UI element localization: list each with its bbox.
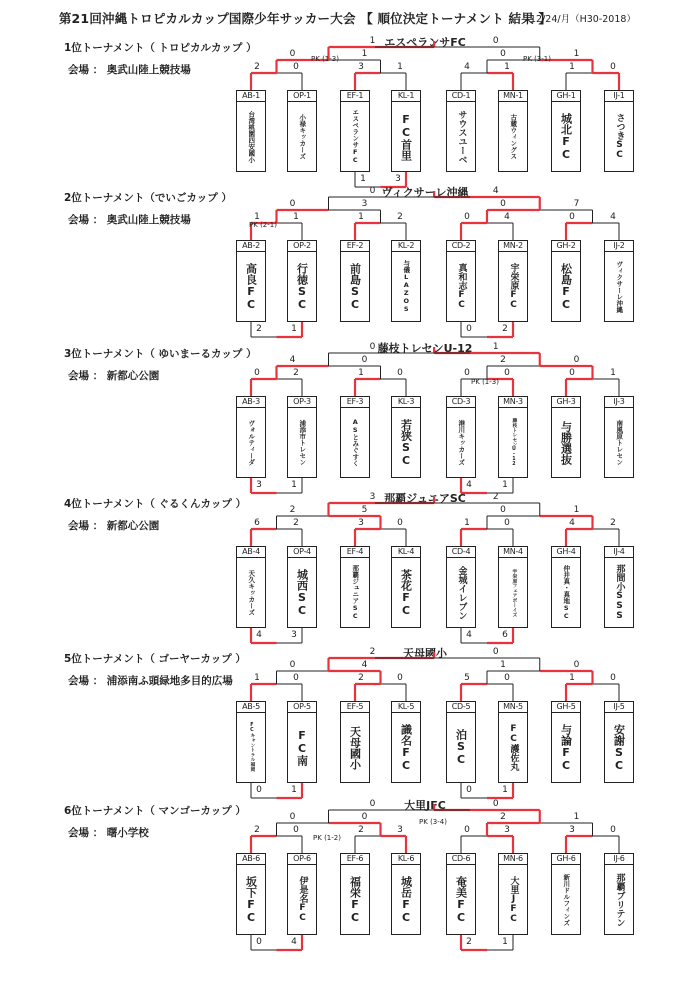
score-label: 1: [502, 480, 508, 490]
score-label: 3: [291, 630, 297, 640]
score-label: 2: [293, 518, 299, 528]
team-name: エスペランサFC: [351, 109, 360, 164]
score-label: 6: [502, 630, 508, 640]
score-label: 4: [466, 630, 472, 640]
score-label: 2: [254, 825, 260, 835]
score-label: 0: [492, 36, 499, 46]
score-label: 3: [504, 825, 510, 835]
team-code: EF-2: [341, 241, 369, 252]
team-code: CD-6: [447, 854, 475, 865]
document-title: 第21回沖縄トロピカルカップ国際少年サッカー大会 【 順位決定トーナメント 結果 】: [58, 11, 552, 26]
score-label: 3: [569, 825, 575, 835]
team-name: ヴォルティーダ: [247, 419, 256, 466]
team-code: MN-1: [499, 91, 527, 102]
team-code: MN-3: [499, 397, 527, 408]
score-label: 1: [369, 36, 376, 46]
score-label: 0: [504, 673, 510, 683]
score-label: 2: [500, 812, 506, 822]
team-code: KL-6: [392, 854, 420, 865]
team-box: [446, 701, 476, 783]
tournament-section: [0, 647, 700, 811]
score-label: 0: [569, 212, 575, 222]
team-box: [498, 701, 528, 783]
tournament-venue: 会場 ： 新都心公園: [68, 520, 160, 532]
penalty-note: PK (3-4): [419, 818, 447, 826]
score-label: 0: [369, 186, 376, 196]
team-code: CD-1: [447, 91, 475, 102]
penalty-note: PK (1-2): [313, 834, 341, 842]
team-box: [391, 853, 421, 935]
team-code: AB-5: [237, 702, 265, 713]
score-label: 1: [573, 505, 580, 515]
score-label: 4: [289, 355, 296, 365]
team-name: 若狭SC: [399, 418, 413, 467]
score-label: 1: [291, 785, 297, 795]
team-box: [498, 90, 528, 172]
score-label: 0: [397, 673, 403, 683]
team-code: IJ-2: [605, 241, 633, 252]
team-code: AB-6: [237, 854, 265, 865]
score-label: 0: [492, 647, 499, 657]
team-name: 藤枝トレセンU-12: [511, 418, 517, 467]
team-name: ヴィクサーレ沖縄: [615, 260, 624, 313]
score-label: 3: [397, 825, 403, 835]
team-box: [287, 701, 317, 783]
team-box: [340, 240, 370, 322]
team-box: [551, 546, 581, 628]
team-code: IJ-1: [605, 91, 633, 102]
score-label: 0: [289, 660, 296, 670]
score-label: 2: [293, 368, 299, 378]
score-label: 1: [569, 673, 575, 683]
score-label: 0: [504, 368, 510, 378]
score-label: 4: [291, 937, 297, 947]
team-code: MN-6: [499, 854, 527, 865]
team-name: ASとみぐすく: [351, 418, 360, 467]
score-label: 0: [500, 49, 506, 59]
penalty-note: PK (1-3): [311, 55, 339, 63]
team-box: [498, 546, 528, 628]
score-label: 7: [573, 199, 580, 209]
team-box: [391, 396, 421, 478]
tournament-venue: 会場 ： 奥武山陸上競技場: [68, 64, 191, 76]
score-label: 3: [361, 199, 368, 209]
team-code: GH-4: [552, 547, 580, 558]
score-label: 0: [293, 673, 299, 683]
score-label: 4: [466, 480, 472, 490]
team-box: [340, 701, 370, 783]
team-code: EF-4: [341, 547, 369, 558]
team-box: [604, 90, 634, 172]
team-box: [287, 853, 317, 935]
score-label: 2: [358, 673, 364, 683]
team-code: GH-6: [552, 854, 580, 865]
team-box: [287, 546, 317, 628]
team-code: EF-3: [341, 397, 369, 408]
score-label: 1: [293, 212, 299, 222]
team-box: [446, 240, 476, 322]
team-box: [446, 90, 476, 172]
team-code: GH-3: [552, 397, 580, 408]
team-box: [498, 396, 528, 478]
champion-label: 藤枝トレセンU-12: [377, 342, 473, 355]
team-box: [604, 546, 634, 628]
team-name: FC南: [295, 729, 309, 766]
team-box: [391, 240, 421, 322]
score-label: 2: [397, 212, 403, 222]
score-label: 1: [500, 660, 506, 670]
score-label: 0: [397, 368, 403, 378]
team-code: IJ-5: [605, 702, 633, 713]
team-name: 城北FC: [559, 112, 573, 161]
team-code: AB-1: [237, 91, 265, 102]
score-label: 0: [466, 324, 472, 334]
score-label: 0: [500, 199, 506, 209]
champion-label: 那覇ジュニアSC: [384, 492, 466, 505]
team-code: KL-2: [392, 241, 420, 252]
score-label: 4: [464, 62, 470, 72]
team-name: 金城イレブン: [456, 565, 467, 620]
team-code: CD-4: [447, 547, 475, 558]
team-name: 宇栄原フェアボーイズ: [511, 568, 517, 617]
team-box: [446, 396, 476, 478]
team-box: [551, 701, 581, 783]
team-name: 奄美FC: [454, 875, 468, 924]
team-box: [551, 90, 581, 172]
team-code: KL-4: [392, 547, 420, 558]
team-name: 宇栄原FC: [508, 263, 519, 310]
team-code: OP-4: [288, 547, 316, 558]
team-name: 識名FC: [399, 723, 413, 772]
team-name: 与論FC: [559, 723, 573, 772]
team-box: [236, 240, 266, 322]
team-name: 大里JFC: [508, 875, 519, 924]
score-label: 5: [464, 673, 470, 683]
team-box: [340, 90, 370, 172]
team-name: 高良FC: [244, 262, 258, 311]
score-label: 3: [358, 518, 364, 528]
team-code: KL-5: [392, 702, 420, 713]
tournament-name: 2位トーナメント（でいごカップ ）: [64, 192, 232, 204]
score-label: 0: [464, 212, 470, 222]
score-label: 4: [504, 212, 510, 222]
score-label: 0: [361, 812, 368, 822]
penalty-note: PK (1-3): [471, 378, 499, 386]
team-name: FCキャントラル福岡: [249, 723, 255, 772]
team-code: MN-4: [499, 547, 527, 558]
tournament-section: [0, 36, 700, 200]
team-box: [340, 396, 370, 478]
score-label: 0: [293, 825, 299, 835]
tournament-name: 3位トーナメント（ ゆいまーるカップ ）: [64, 348, 257, 360]
team-box: [551, 240, 581, 322]
score-label: 0: [289, 49, 296, 59]
team-code: CD-5: [447, 702, 475, 713]
team-box: [236, 701, 266, 783]
score-label: 5: [361, 505, 368, 515]
score-label: 0: [466, 785, 472, 795]
score-label: 0: [610, 673, 616, 683]
score-label: 3: [369, 492, 376, 502]
score-label: 2: [254, 62, 260, 72]
score-label: 0: [369, 342, 376, 352]
team-name: 福栄FC: [348, 875, 362, 924]
team-name: 浦添市トレセン: [298, 419, 307, 466]
team-name: さつきSC: [614, 113, 625, 160]
tournament-name: 6位トーナメント（ マンゴーカップ ）: [64, 805, 246, 817]
score-label: 0: [573, 660, 580, 670]
tournament-section: [0, 342, 700, 506]
team-code: EF-5: [341, 702, 369, 713]
score-label: 1: [504, 62, 510, 72]
team-name: 伊是名FC: [297, 876, 308, 923]
team-name: FC首里: [399, 112, 413, 161]
team-box: [604, 701, 634, 783]
team-name: 仲井真・真地SC: [562, 565, 571, 620]
team-box: [498, 853, 528, 935]
team-code: GH-1: [552, 91, 580, 102]
team-name: 前島SC: [348, 262, 362, 311]
team-name: 行徳SC: [295, 262, 309, 311]
team-box: [287, 90, 317, 172]
score-label: 1: [360, 174, 366, 184]
tournament-section: [0, 492, 700, 656]
score-label: 0: [254, 368, 260, 378]
team-code: EF-1: [341, 91, 369, 102]
tournament-section: [0, 799, 700, 963]
score-label: 0: [610, 825, 616, 835]
score-label: 1: [358, 212, 364, 222]
score-label: 3: [256, 480, 262, 490]
team-box: [287, 240, 317, 322]
team-name: 茶花FC: [399, 568, 413, 617]
team-code: OP-6: [288, 854, 316, 865]
score-label: 2: [256, 324, 262, 334]
score-label: 0: [361, 355, 368, 365]
score-label: 2: [466, 937, 472, 947]
champion-label: 天母國小: [403, 647, 447, 660]
team-box: [236, 546, 266, 628]
team-name: 那間小SSS: [614, 564, 625, 621]
score-label: 1: [361, 49, 368, 59]
score-label: 0: [464, 825, 470, 835]
team-name: 泊SC: [454, 729, 468, 766]
team-box: [604, 396, 634, 478]
team-code: AB-4: [237, 547, 265, 558]
team-code: GH-5: [552, 702, 580, 713]
tournament-venue: 会場 ： 浦添南ふ頭緑地多目的広場: [68, 675, 233, 687]
team-name: 小禄キッカーズ: [298, 113, 307, 160]
team-box: [391, 90, 421, 172]
team-box: [391, 546, 421, 628]
team-box: [236, 90, 266, 172]
score-label: 4: [569, 518, 575, 528]
score-label: 0: [256, 937, 262, 947]
tournament-venue: 会場 ： 新都心公園: [68, 370, 160, 382]
score-label: 2: [289, 505, 296, 515]
score-label: 0: [492, 799, 499, 809]
score-label: 2: [369, 647, 376, 657]
score-label: 2: [610, 518, 616, 528]
team-box: [236, 396, 266, 478]
score-label: 0: [256, 785, 262, 795]
score-label: 2: [358, 825, 364, 835]
score-label: 2: [500, 355, 506, 365]
tournament-name: 5位トーナメント（ ゴーヤーカップ ）: [64, 653, 246, 665]
tournament-name: 4位トーナメント（ ぐるくんカップ ）: [64, 498, 247, 510]
team-name: 天久キッカーズ: [247, 569, 256, 616]
score-label: 3: [395, 174, 401, 184]
tournament-venue: 会場 ： 曙小学校: [68, 827, 149, 839]
team-name: FC護佐丸: [508, 724, 519, 771]
team-name: 松島FC: [559, 262, 573, 311]
score-label: 0: [500, 505, 506, 515]
team-code: IJ-3: [605, 397, 633, 408]
team-name: 安謝SC: [612, 723, 626, 772]
score-label: 1: [502, 785, 508, 795]
score-label: 1: [254, 212, 260, 222]
team-code: CD-2: [447, 241, 475, 252]
champion-label: ヴィクサーレ沖縄: [381, 186, 469, 199]
team-name: 台湾桃園四安國小: [247, 110, 256, 163]
team-code: AB-3: [237, 397, 265, 408]
team-name: 那覇ジュニアSC: [351, 565, 360, 620]
team-name: 那覇ブリテン: [614, 872, 625, 927]
team-name: 港川キッカーズ: [457, 419, 466, 466]
champion-label: エスペランサFC: [384, 36, 466, 49]
score-label: 1: [358, 368, 364, 378]
team-code: IJ-4: [605, 547, 633, 558]
team-box: [551, 396, 581, 478]
score-label: 4: [256, 630, 262, 640]
score-label: 0: [289, 812, 296, 822]
team-code: AB-2: [237, 241, 265, 252]
score-label: 1: [464, 518, 470, 528]
team-name: 与儀LAZOS: [402, 260, 411, 313]
score-label: 4: [361, 660, 368, 670]
score-label: 4: [610, 212, 616, 222]
score-label: 1: [502, 937, 508, 947]
score-label: 0: [569, 368, 575, 378]
team-code: MN-5: [499, 702, 527, 713]
team-code: KL-3: [392, 397, 420, 408]
team-box: [446, 853, 476, 935]
team-box: [287, 396, 317, 478]
team-code: OP-2: [288, 241, 316, 252]
team-code: CD-3: [447, 397, 475, 408]
team-name: サウスユーベ: [456, 109, 467, 164]
team-name: 城西SC: [295, 568, 309, 617]
score-label: 1: [573, 812, 580, 822]
team-name: 城岳FC: [399, 875, 413, 924]
tournament-venue: 会場 ： 奥武山陸上競技場: [68, 214, 191, 226]
team-code: OP-1: [288, 91, 316, 102]
score-label: 0: [397, 518, 403, 528]
tournament-section: [0, 186, 700, 350]
team-code: KL-1: [392, 91, 420, 102]
score-label: 2: [502, 324, 508, 334]
score-label: 1: [610, 368, 616, 378]
team-box: [236, 853, 266, 935]
score-label: 0: [369, 799, 376, 809]
score-label: 0: [610, 62, 616, 72]
score-label: 1: [492, 342, 499, 352]
score-label: 0: [293, 62, 299, 72]
penalty-note: PK (2-1): [249, 221, 277, 229]
team-name: 坂下FC: [244, 875, 258, 924]
team-code: OP-5: [288, 702, 316, 713]
team-box: [604, 240, 634, 322]
team-name: 新川ドルフィンズ: [562, 873, 571, 926]
team-box: [340, 546, 370, 628]
team-name: 南風原トレセン: [615, 419, 624, 466]
team-box: [551, 853, 581, 935]
team-name: 天母國小: [348, 725, 362, 770]
score-label: 0: [464, 368, 470, 378]
team-name: 古蔵ウィングス: [509, 113, 518, 160]
team-name: 真和志FC: [456, 263, 467, 310]
score-label: 6: [254, 518, 260, 528]
score-label: 1: [569, 62, 575, 72]
score-label: 0: [573, 355, 580, 365]
penalty-note: PK (3-1): [523, 55, 551, 63]
score-label: 4: [492, 186, 499, 196]
score-label: 2: [492, 492, 499, 502]
score-label: 1: [254, 673, 260, 683]
team-code: MN-2: [499, 241, 527, 252]
score-label: 3: [358, 62, 364, 72]
document-date: 12/24/月（H30-2018）: [530, 14, 636, 25]
score-label: 0: [289, 199, 296, 209]
team-code: EF-6: [341, 854, 369, 865]
team-box: [498, 240, 528, 322]
score-label: 1: [291, 480, 297, 490]
tournament-name: 1位トーナメント（ トロピカルカップ ）: [64, 42, 257, 54]
team-code: OP-3: [288, 397, 316, 408]
team-box: [391, 701, 421, 783]
team-code: GH-2: [552, 241, 580, 252]
team-box: [446, 546, 476, 628]
champion-label: 大里JFC: [404, 799, 446, 812]
team-box: [340, 853, 370, 935]
team-name: 与勝選抜: [559, 420, 573, 465]
score-label: 0: [504, 518, 510, 528]
score-label: 1: [573, 49, 580, 59]
team-code: IJ-6: [605, 854, 633, 865]
team-box: [604, 853, 634, 935]
score-label: 1: [291, 324, 297, 334]
score-label: 1: [397, 62, 403, 72]
